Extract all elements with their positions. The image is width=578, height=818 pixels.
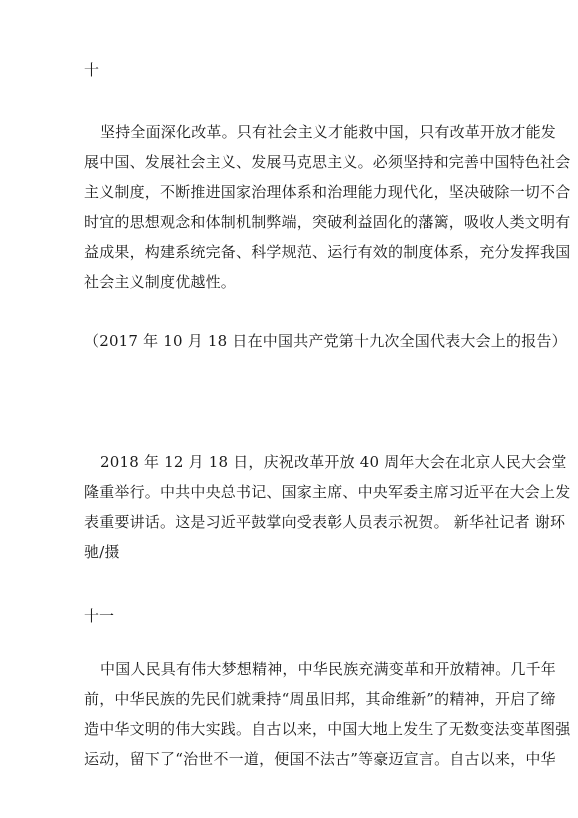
paragraph-line: 坚持全面深化改革。只有社会主义才能救中国，只有改革开放才能发 xyxy=(100,123,557,141)
section-11-paragraph xyxy=(84,654,571,774)
paragraph-line: 时宜的思想观念和体制机制弊端，突破利益固化的藩篱，吸收人类文明有 xyxy=(84,213,571,231)
paragraph-line: 社会主义制度优越性。 xyxy=(84,273,237,291)
paragraph-line: 前，中华民族的先民们就秉持“周虽旧邦，其命维新”的精神，开启了缔 xyxy=(84,690,556,708)
caption-line: 表重要讲话。这是习近平鼓掌向受表彰人员表示祝贺。 新华社记者 谢环 xyxy=(84,513,566,531)
photo-caption xyxy=(84,447,571,567)
caption-line: 驰/摄 xyxy=(84,543,120,561)
section-heading-11: 十一 xyxy=(84,607,115,625)
paragraph-line: 主义制度，不断推进国家治理体系和治理能力现代化，坚决破除一切不合 xyxy=(84,183,571,201)
caption-line: 2018 年 12 月 18 日，庆祝改革开放 40 周年大会在北京人民大会堂 xyxy=(100,453,567,471)
paragraph-line: 中国人民具有伟大梦想精神，中华民族充满变革和开放精神。几千年 xyxy=(100,660,557,678)
source-line: （2017 年 10 月 18 日在中国共产党第十九次全国代表大会上的报告） xyxy=(84,332,567,350)
caption-line: 隆重举行。中共中央总书记、国家主席、中央军委主席习近平在大会上发 xyxy=(84,483,571,501)
paragraph-line: 展中国、发展社会主义、发展马克思主义。必须坚持和完善中国特色社会 xyxy=(84,153,571,171)
section-heading-10: 十 xyxy=(84,61,100,79)
paragraph-line: 造中华文明的伟大实践。自古以来，中国大地上发生了无数变法变革图强 xyxy=(84,720,571,738)
paragraph-line: 益成果，构建系统完备、科学规范、运行有效的制度体系，充分发挥我国 xyxy=(84,243,571,261)
source-citation xyxy=(84,326,567,356)
section-10-paragraph xyxy=(84,117,571,297)
paragraph-line: 运动，留下了“治世不一道，便国不法古”等豪迈宣言。自古以来，中华 xyxy=(84,750,556,768)
